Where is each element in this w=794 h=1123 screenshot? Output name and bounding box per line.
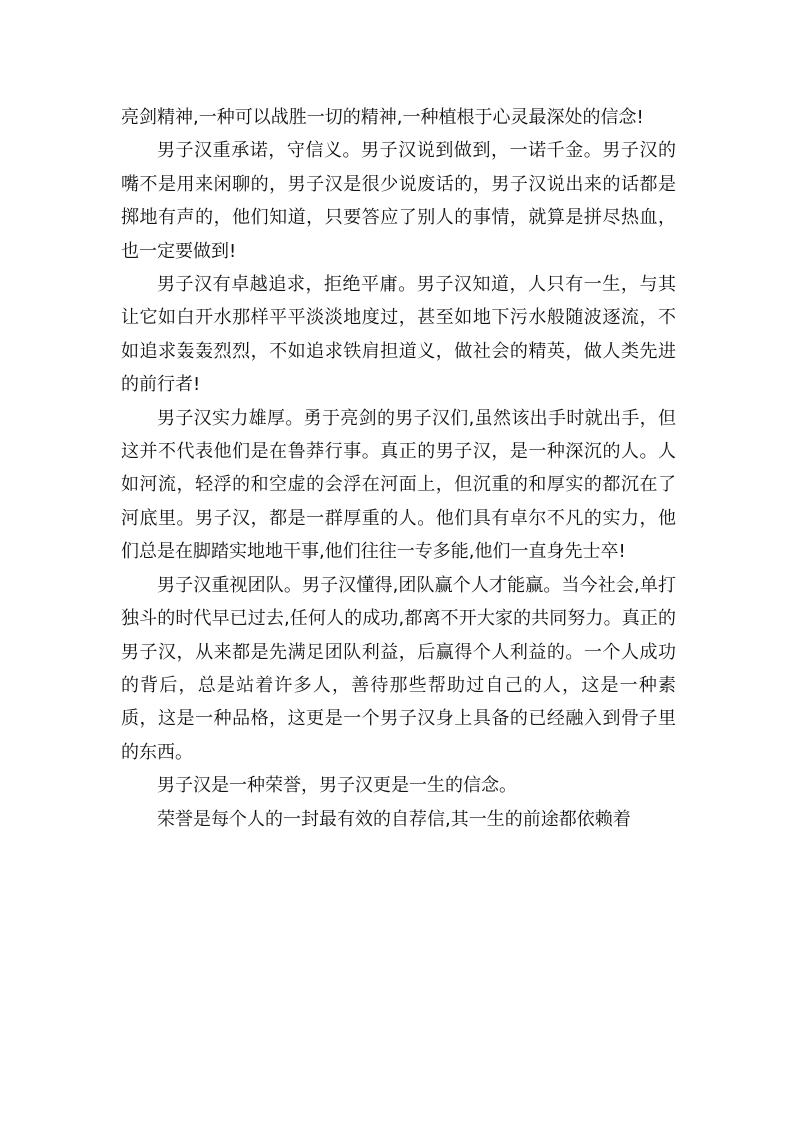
paragraph-6: 男子汉是一种荣誉，男子汉更是一生的信念。 — [157, 775, 517, 797]
document-body — [121, 101, 676, 836]
paragraph-5: 男子汉重视团队。男子汉懂得,团队赢个人才能赢。当今社会,单打独斗的时代早已过去,任何人的成功,都离不开大家的共同努力。真正的男子汉，从来都是先满足团队利益，后赢得个人利益的。一个人成功的背后，总是站着许多人，善待那些帮助过自己的人，这是一种素质，这是一种品格，这更是一个男子汉身上具备的已经融入到骨子里的东西。 — [121, 574, 676, 763]
paragraph-1: 亮剑精神,一种可以战胜一切的精神,一种植根于心灵最深处的信念! — [121, 107, 644, 128]
paragraph-3: 男子汉有卓越追求，拒绝平庸。男子汉知道，人只有一生，与其让它如白开水那样平平淡淡地度过，甚至如地下污水般随波逐流，不如追求轰轰烈烈，不如追求铁肩担道义，做社会的精英，做人类先进的前行者! — [121, 274, 676, 396]
paragraph-2: 男子汉重承诺，守信义。男子汉说到做到，一诺千金。男子汉的嘴不是用来闲聊的，男子汉是很少说废话的，男子汉说出来的话都是掷地有声的，他们知道，只要答应了别人的事情，就算是拼尽热血，也一定要做到! — [121, 140, 676, 262]
paragraph-7: 荣誉是每个人的一封最有效的自荐信,其一生的前途都依赖着 — [157, 808, 631, 830]
paragraph-4: 男子汉实力雄厚。勇于亮剑的男子汉们,虽然该出手时就出手，但这并不代表他们是在鲁莽行事。真正的男子汉，是一种深沉的人。人如河流，轻浮的和空虚的会浮在河面上，但沉重的和厚实的都沉在了河底里。男子汉，都是一群厚重的人。他们具有卓尔不凡的实力，他们总是在脚踏实地地干事,他们往往一专多能,他们一直身先士卒! — [121, 407, 676, 563]
